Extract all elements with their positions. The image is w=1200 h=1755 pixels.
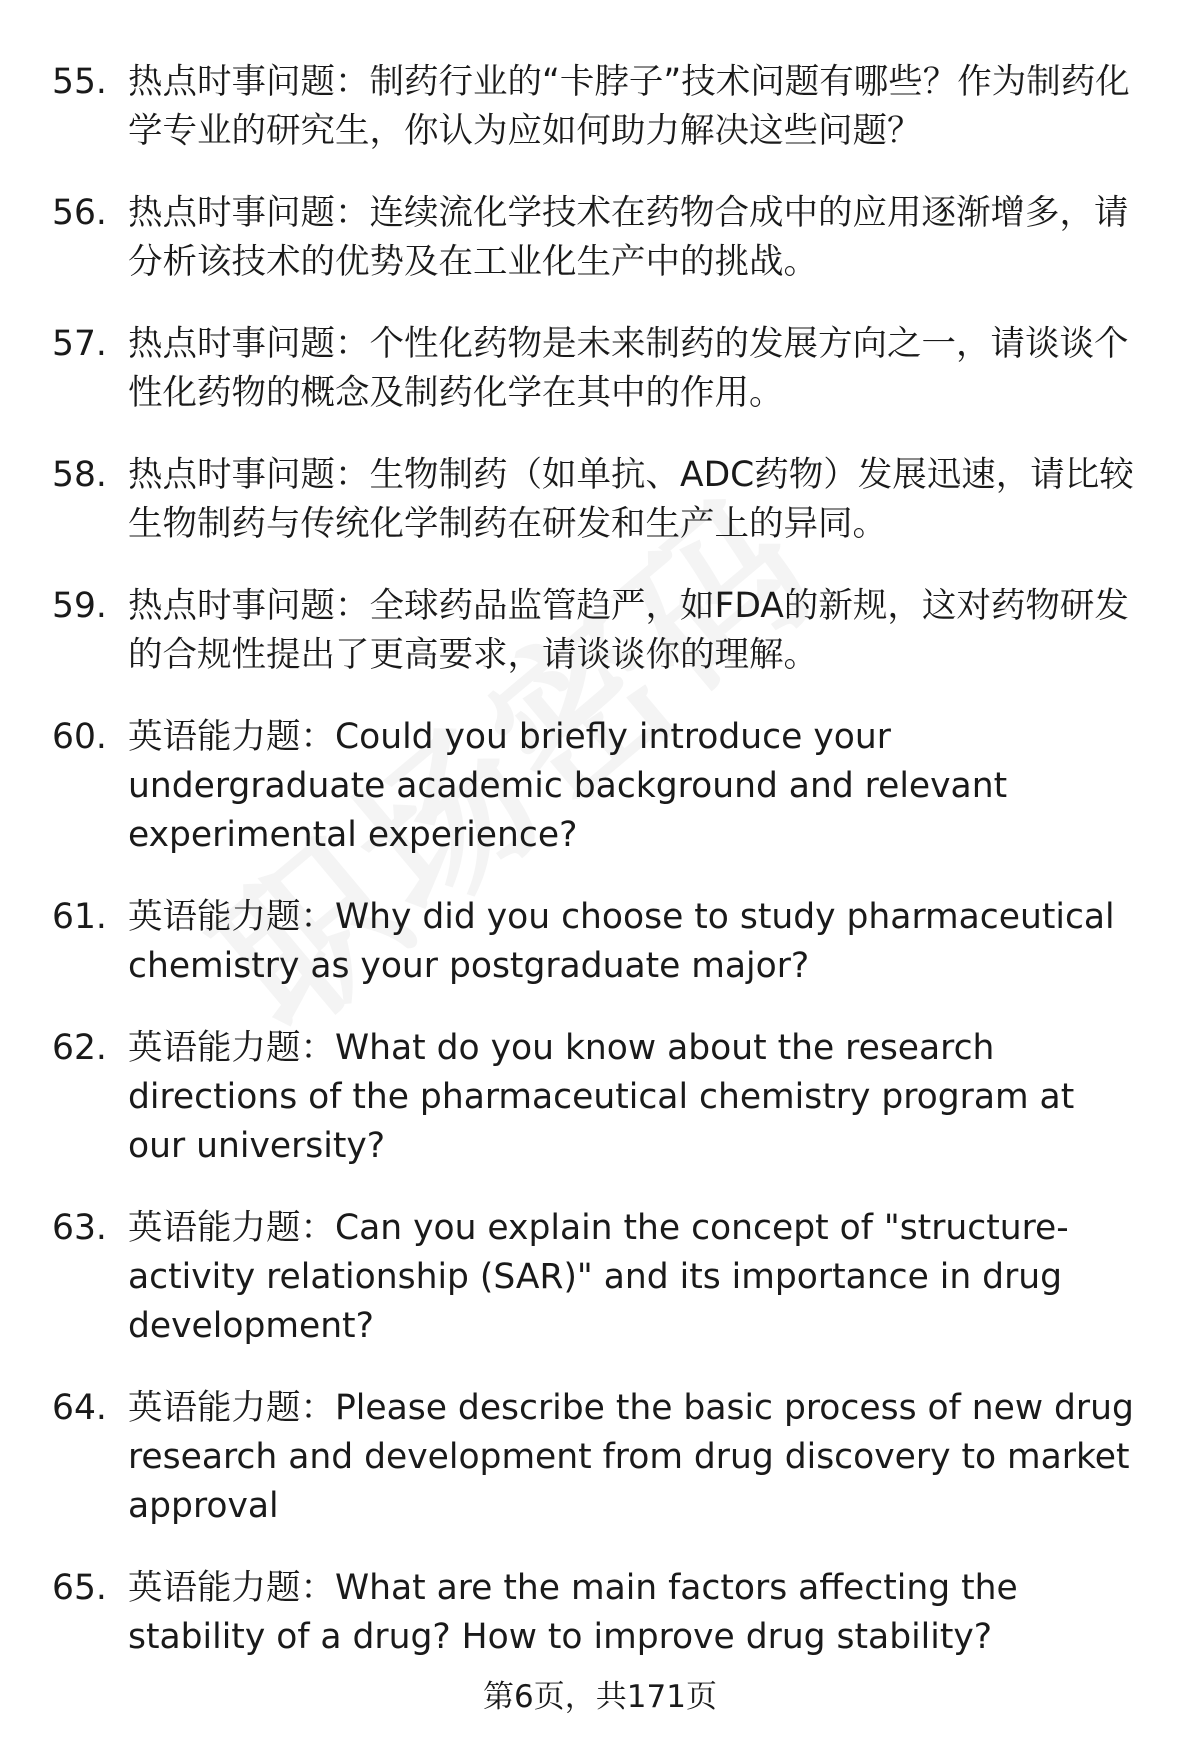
question-text: 全球药品监管趋严，如FDA的新规，这对药物研发的合规性提出了更高要求，请谈谈你的理解。 [128, 586, 1129, 675]
question-body [128, 189, 1140, 287]
question-item [0, 451, 1200, 549]
question-category: 热点时事问题 ： [128, 586, 370, 626]
question-text: 生物制药（如单抗、ADC药物）发展迅速，请比较生物制药与传统化学制药在研发和生产上的异同。 [128, 455, 1134, 544]
question-item [0, 1564, 1200, 1662]
question-text: 连续流化学技术在药物合成中的应用逐渐增多，请分析该技术的优势及在工业化生产中的挑战。 [128, 193, 1129, 282]
question-body [128, 1204, 1140, 1351]
question-text: Can you explain the concept of "structure-activity relationship (SAR)" and its importance in drug development? [128, 1208, 1069, 1346]
question-item [0, 320, 1200, 418]
question-category: 热点时事问题 ： [128, 193, 370, 233]
question-body [128, 320, 1140, 418]
question-number: 64. [52, 1388, 107, 1428]
question-category: 热点时事问题 ： [128, 455, 370, 495]
question-category: 英语能力题 ： [128, 1388, 335, 1428]
question-number: 57. [52, 324, 107, 364]
question-item [0, 893, 1200, 991]
question-item [0, 58, 1200, 156]
question-item [0, 713, 1200, 860]
question-number: 62. [52, 1028, 107, 1068]
question-body [128, 713, 1140, 860]
question-number: 59. [52, 586, 107, 626]
question-body [128, 1384, 1140, 1531]
question-category: 英语能力题 ： [128, 717, 335, 757]
question-text: What are the main factors affecting the stability of a drug? How to improve drug stability? [128, 1568, 1018, 1657]
question-number: 58. [52, 455, 107, 495]
question-body [128, 582, 1140, 680]
question-number: 61. [52, 897, 107, 937]
question-text: Could you briefly introduce your undergraduate academic background and relevant experimental experience? [128, 717, 1008, 855]
question-item [0, 1384, 1200, 1531]
question-category: 英语能力题 ： [128, 1028, 335, 1068]
question-list [0, 58, 1200, 1695]
question-item [0, 1024, 1200, 1171]
question-text: Why did you choose to study pharmaceutical chemistry as your postgraduate major? [128, 897, 1115, 986]
question-category: 英语能力题 ： [128, 897, 335, 937]
question-category: 热点时事问题 ： [128, 62, 370, 102]
question-text: 个性化药物是未来制药的发展方向之一，请谈谈个性化药物的概念及制药化学在其中的作用。 [128, 324, 1129, 413]
question-item [0, 189, 1200, 287]
question-body [128, 1024, 1140, 1171]
question-body [128, 893, 1140, 991]
question-text: Please describe the basic process of new drug research and development from drug discovery to market approval [128, 1388, 1134, 1526]
question-category: 热点时事问题 ： [128, 324, 370, 364]
question-number: 60. [52, 717, 107, 757]
question-number: 56. [52, 193, 107, 233]
question-item [0, 582, 1200, 680]
question-number: 55. [52, 62, 107, 102]
question-body [128, 1564, 1140, 1662]
question-text: 制药行业的“卡脖子”技术问题有哪些？作为制药化学专业的研究生，你认为应如何助力解决这些问题？ [128, 62, 1130, 151]
question-number: 63. [52, 1208, 107, 1248]
question-item [0, 1204, 1200, 1351]
question-category: 英语能力题 ： [128, 1208, 335, 1248]
question-body [128, 451, 1140, 549]
page-footer: 第6页，共171页 [483, 1679, 717, 1715]
question-text: What do you know about the research directions of the pharmaceutical chemistry program at our university? [128, 1028, 1075, 1166]
question-body [128, 58, 1140, 156]
question-category: 英语能力题 ： [128, 1568, 335, 1608]
question-number: 65. [52, 1568, 107, 1608]
